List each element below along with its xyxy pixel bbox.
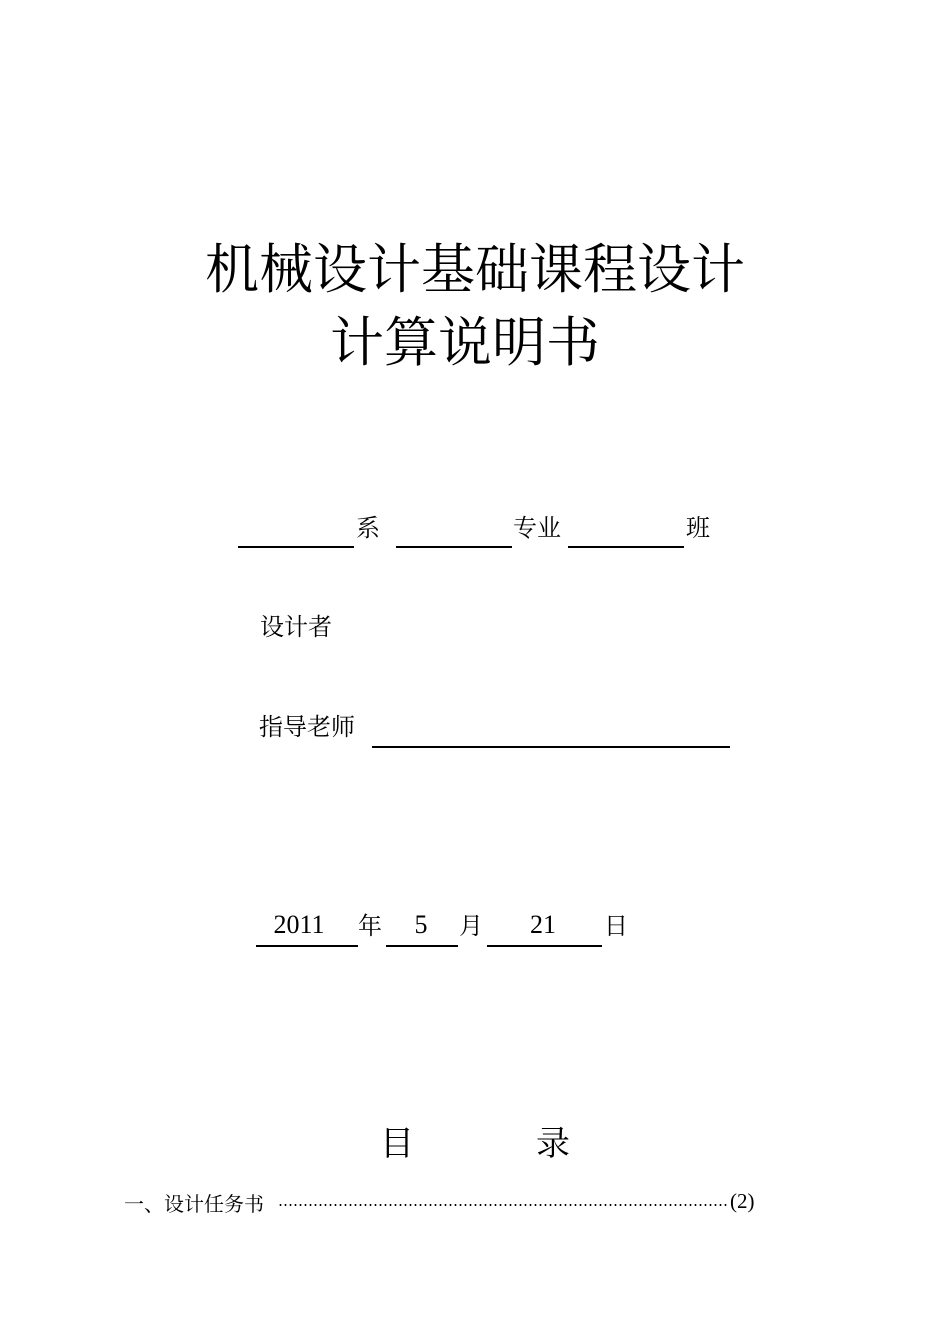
designer-label: 设计者 [260,613,332,641]
department-label: 系 [356,514,380,542]
advisor-blank-line [372,746,730,748]
toc-item-page[interactable]: (2) [730,1189,755,1213]
major-blank-line [396,546,512,548]
date-month: 5 [414,910,428,939]
major-label: 专业 [513,514,561,542]
advisor-label: 指导老师 [259,713,355,741]
month-underline [386,945,458,947]
year-label: 年 [358,912,382,940]
department-blank-line [238,546,354,548]
day-label: 日 [604,912,628,940]
class-label: 班 [686,514,710,542]
toc-item-label[interactable]: 一、设计任务书 [124,1192,264,1216]
class-blank-line [568,546,684,548]
toc-title-char1: 目 [380,1124,414,1164]
month-label: 月 [459,912,483,940]
document-title-line2: 计算说明书 [330,311,600,374]
year-underline [256,945,358,947]
date-day: 21 [530,910,556,939]
document-title-line1: 机械设计基础课程设计 [205,238,745,301]
date-year: 2011 [273,910,325,939]
toc-leader-dots [278,1203,728,1207]
day-underline [487,945,602,947]
toc-title-char2: 录 [536,1124,570,1164]
